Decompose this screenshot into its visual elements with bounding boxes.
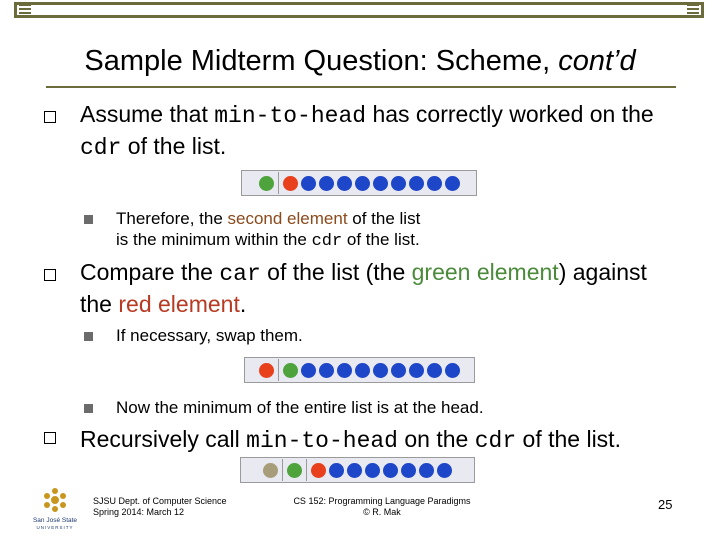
list-element-dot <box>337 176 352 191</box>
sjsu-logo <box>31 487 79 531</box>
list-diagram-2 <box>244 357 475 383</box>
red-element-text: red element <box>118 291 240 317</box>
filled-square-icon <box>84 215 93 224</box>
page-number: 25 <box>658 497 673 512</box>
list-divider <box>282 459 283 481</box>
footer-center: CS 152: Programming Language Paradigms © R. Mak <box>293 496 471 517</box>
code-cdr: cdr <box>80 135 122 161</box>
list-element-dot <box>263 463 278 478</box>
list-element-dot <box>409 176 424 191</box>
bullet-2-text: Compare the car of the list (the green element) against the red element. <box>80 259 647 317</box>
list-element-dot <box>437 463 452 478</box>
list-element-dot <box>409 363 424 378</box>
code-min-to-head: min-to-head <box>214 103 367 129</box>
list-divider <box>306 459 307 481</box>
filled-square-icon <box>84 404 93 413</box>
code-cdr: cdr <box>311 232 343 251</box>
sub-bullet-2b-text: Now the minimum of the entire list is at the head. <box>116 398 484 417</box>
title-main: Sample Midterm Question: Scheme, <box>84 45 559 77</box>
list-divider <box>278 359 279 381</box>
filled-square-icon <box>84 332 93 341</box>
corner-lines-icon <box>686 3 700 15</box>
list-element-dot <box>383 463 398 478</box>
bullet-3-text: Recursively call min-to-head on the cdr of the list. <box>80 426 621 454</box>
list-element-dot <box>445 363 460 378</box>
slide-title <box>0 45 720 78</box>
list-element-dot <box>373 176 388 191</box>
slide-top-bar-inner <box>17 5 701 15</box>
hollow-square-icon <box>44 269 56 281</box>
list-element-dot <box>329 463 344 478</box>
list-diagram-1 <box>241 170 477 196</box>
code-min-to-head: min-to-head <box>246 428 398 454</box>
list-element-dot <box>301 176 316 191</box>
list-element-dot <box>259 363 274 378</box>
title-italic: cont’d <box>558 45 636 77</box>
list-divider <box>278 172 279 194</box>
svg-text:San José State: San José State <box>32 517 78 524</box>
list-element-dot <box>259 176 274 191</box>
corner-lines-icon <box>18 3 32 15</box>
list-element-dot <box>319 176 334 191</box>
second-element-highlight: second element <box>227 209 348 228</box>
list-element-dot <box>427 363 442 378</box>
footer-left: SJSU Dept. of Computer Science Spring 2014: March 12 <box>93 496 227 517</box>
svg-text:UNIVERSITY: UNIVERSITY <box>36 525 74 530</box>
code-cdr: cdr <box>474 428 517 454</box>
list-element-dot <box>401 463 416 478</box>
list-element-dot <box>311 463 326 478</box>
list-element-dot <box>347 463 362 478</box>
green-element-text: green element <box>411 259 559 285</box>
list-element-dot <box>355 363 370 378</box>
list-element-dot <box>391 363 406 378</box>
code-car: car <box>219 261 261 287</box>
sub-bullet-2a-text: If necessary, swap them. <box>116 326 303 345</box>
bullet-1-text: Assume that min-to-head has correctly worked on the cdr of the list. <box>80 101 654 161</box>
list-element-dot <box>283 176 298 191</box>
list-element-dot <box>337 363 352 378</box>
list-element-dot <box>287 463 302 478</box>
hollow-square-icon <box>44 111 56 123</box>
list-element-dot <box>355 176 370 191</box>
sub-bullet-1-text: Therefore, the second element of the list is the minimum within the cdr of the list. <box>116 209 421 251</box>
list-element-dot <box>427 176 442 191</box>
list-element-dot <box>319 363 334 378</box>
title-underline <box>46 86 676 88</box>
list-diagram-3 <box>240 457 475 483</box>
list-element-dot <box>301 363 316 378</box>
list-element-dot <box>445 176 460 191</box>
slide-top-bar <box>14 2 704 18</box>
list-element-dot <box>391 176 406 191</box>
list-element-dot <box>365 463 380 478</box>
hollow-square-icon <box>44 432 56 444</box>
list-element-dot <box>419 463 434 478</box>
list-element-dot <box>283 363 298 378</box>
list-element-dot <box>373 363 388 378</box>
sjsu-seal-icon <box>31 487 79 531</box>
